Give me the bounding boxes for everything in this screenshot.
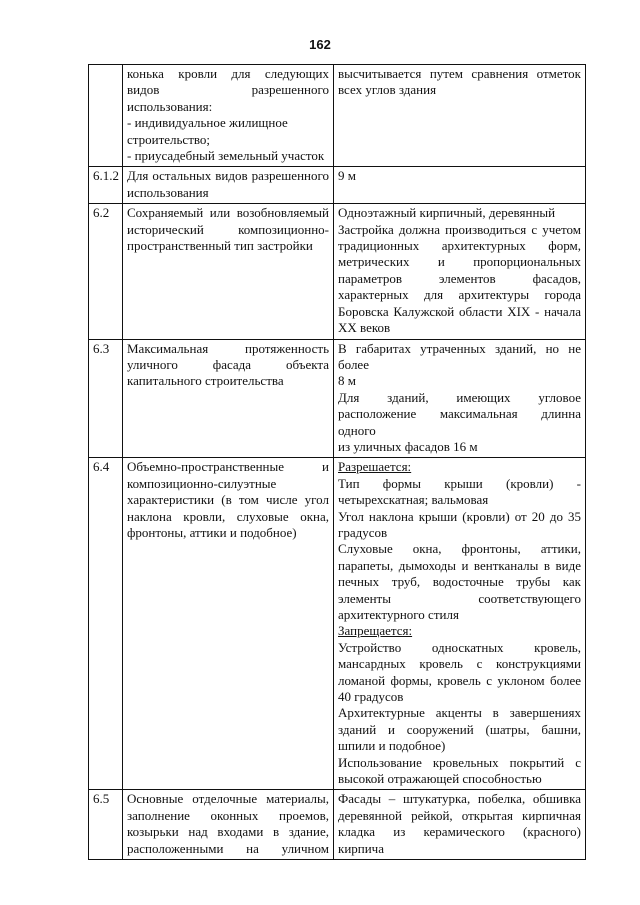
text-line: - приусадебный земельный участок xyxy=(127,148,325,164)
text-line: Одноэтажный кирпичный, деревянный xyxy=(338,205,556,221)
text-line: Угол наклона крыши (кровли) от 20 до 35 xyxy=(338,508,581,524)
section-heading: Разрешается: xyxy=(338,459,412,475)
text-line: элементы соответствующего xyxy=(338,590,581,606)
row-number-cell: 6.1.2 xyxy=(89,167,123,204)
text-line: использования: xyxy=(127,98,213,114)
text-line: из уличных фасадов 16 м xyxy=(338,438,478,454)
text-line: козырьки над входами в здание, xyxy=(127,824,329,840)
value-cell xyxy=(334,204,586,339)
text-line: композиционно-силуэтные xyxy=(127,475,277,491)
parameter-cell xyxy=(123,458,334,790)
text-line: расположенными на уличном xyxy=(127,840,329,856)
value-cell xyxy=(334,339,586,458)
text-line: мансардных кровель с конструкциями xyxy=(338,656,581,672)
text-line: Устройство односкатных кровель, xyxy=(338,639,581,655)
section-heading: Запрещается: xyxy=(338,623,413,639)
text-line: шпили и подобное) xyxy=(338,738,446,754)
table-row xyxy=(89,458,586,790)
text-line: наклона кровли, слуховые окна, xyxy=(127,508,329,524)
text-line: Основные отделочные материалы, xyxy=(127,791,329,807)
text-line: пространственный тип застройки xyxy=(127,238,313,254)
text-line: фронтоны, аттики и подобное) xyxy=(127,524,297,540)
text-line: уличного фасада объекта xyxy=(127,356,329,372)
text-line: традиционных архитектурных форм, xyxy=(338,238,581,254)
text-line: деревянной рейкой, открытая кирпичная xyxy=(338,807,581,823)
text-line: четырехскатная; вальмовая xyxy=(338,492,489,508)
text-line: архитектурного стиля xyxy=(338,607,459,622)
value-cell xyxy=(334,458,586,790)
row-number-cell: 6.5 xyxy=(89,790,123,860)
text-line: Слуховые окна, фронтоны, аттики, xyxy=(338,541,581,557)
text-line: Для остальных видов разрешенного xyxy=(127,168,329,184)
table-body xyxy=(89,65,586,860)
row-number-cell: 6.4 xyxy=(89,458,123,790)
table-row xyxy=(89,790,586,860)
text-line: Максимальная протяженность xyxy=(127,340,329,356)
text-line: Боровска Калужской области XIX - начала xyxy=(338,303,581,319)
text-line: 40 градусов xyxy=(338,689,404,705)
value-cell xyxy=(334,167,586,204)
text-line: Использование кровельных покрытий с xyxy=(338,754,581,770)
text-line: высокой отражающей способностью xyxy=(338,771,542,787)
text-line: исторический композиционно- xyxy=(127,221,329,237)
text-line: характеристики (в том числе угол xyxy=(127,492,329,508)
value-cell xyxy=(334,790,586,860)
text-line: характерных для архитектуры города xyxy=(338,287,581,303)
text-line: кирпича xyxy=(338,840,384,856)
text-line: XX веков xyxy=(338,320,391,336)
text-line: В габаритах утраченных зданий, но не более xyxy=(338,340,581,372)
text-line: печных труб, водосточные трубы как xyxy=(338,574,581,590)
table-row xyxy=(89,65,586,167)
row-number-cell xyxy=(89,65,123,167)
text-line: Застройка должна производиться с учетом xyxy=(338,221,581,237)
text-line: конька кровли для следующих xyxy=(127,66,329,81)
text-line: расположение максимальная длинна одного xyxy=(338,406,581,438)
text-line: параметров элементов фасадов, xyxy=(338,270,581,286)
text-line: строительство; xyxy=(127,131,211,147)
text-line: Для зданий, имеющих угловое xyxy=(338,389,581,405)
text-line: Сохраняемый или возобновляемый xyxy=(127,205,329,221)
text-line: градусов xyxy=(338,524,388,540)
text-line: Объемно-пространственные и xyxy=(127,459,329,475)
text-line: зданий и сооружений (шатры, башни, xyxy=(338,721,581,737)
table-row xyxy=(89,167,586,204)
table-row xyxy=(89,339,586,458)
parameter-cell xyxy=(123,790,334,860)
page-number: 162 xyxy=(309,37,331,52)
text-line: Тип формы крыши (кровли) - xyxy=(338,475,581,491)
text-line: Фасады – штукатурка, побелка, обшивка xyxy=(338,791,581,807)
text-line: ломаной формы, кровель с уклоном более xyxy=(338,672,581,688)
text-line: всех углов здания xyxy=(338,82,437,98)
parameter-cell xyxy=(123,65,334,167)
text-line: капитального строительства xyxy=(127,373,284,389)
table-row xyxy=(89,204,586,339)
text-line: Архитектурные акценты в завершениях xyxy=(338,705,581,721)
text-line: видов разрешенного xyxy=(127,82,329,98)
parameter-cell xyxy=(123,339,334,458)
regulations-table xyxy=(88,64,586,860)
row-number-cell: 6.2 xyxy=(89,204,123,339)
text-line: использования xyxy=(127,184,209,200)
parameter-cell xyxy=(123,167,334,204)
row-number-cell: 6.3 xyxy=(89,339,123,458)
text-line: кладка из керамического (красного) xyxy=(338,824,581,840)
value-cell xyxy=(334,65,586,167)
text-line: заполнение оконных проемов, xyxy=(127,807,329,823)
text-line: 9 м xyxy=(338,168,356,184)
text-line: - индивидуальное жилищное xyxy=(127,115,288,131)
parameter-cell xyxy=(123,204,334,339)
text-line: парапеты, дымоходы и вентканалы в виде xyxy=(338,557,581,573)
text-line: метрических и пропорциональных xyxy=(338,254,581,270)
text-line: высчитывается путем сравнения отметок xyxy=(338,66,581,81)
text-line: 8 м xyxy=(338,373,356,389)
